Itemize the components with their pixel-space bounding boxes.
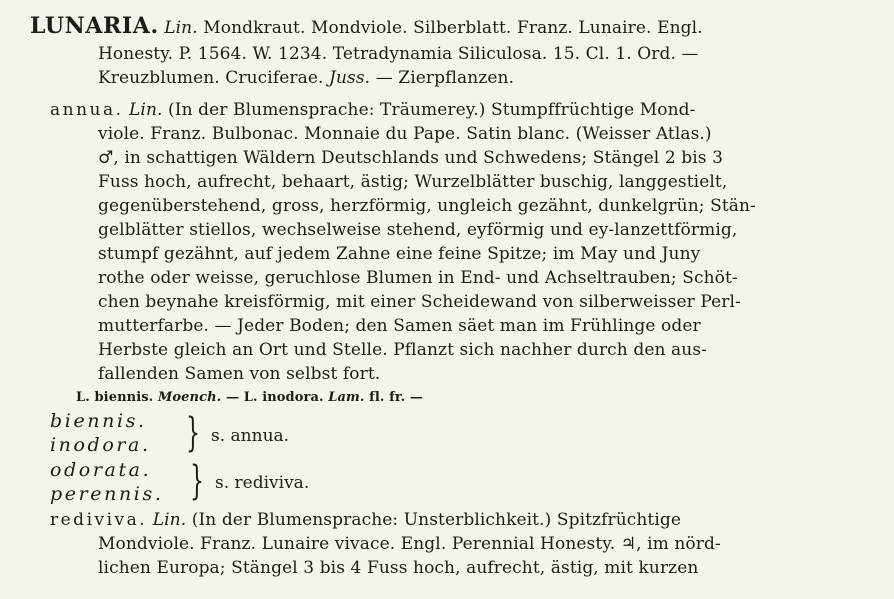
rediviva-author: Lin. xyxy=(152,510,187,530)
annua-text-9: mutterfarbe. — Jeder Boden; den Samen säet man im Frühlinge oder xyxy=(98,316,701,336)
genus-line2: Honesty. P. 1564. W. 1234. Tetradynamia Siliculosa. 15. Cl. 1. Ord. — xyxy=(98,44,699,64)
syn-dash: — xyxy=(225,390,240,405)
annua-text-7: rothe oder weisse, geruchlose Blumen in End- und Achseltrauben; Schöt- xyxy=(98,268,738,288)
genus-author: Lin. xyxy=(164,18,198,38)
syn-a: L. biennis. xyxy=(76,390,154,405)
annua-text-2: ♂, in schattigen Wäldern Deutschlands und Schwedens; Stängel 2 bis 3 xyxy=(98,148,724,168)
annua-text-8: chen beynahe kreisförmig, mit einer Scheidewand von silberweisser Perl- xyxy=(98,292,741,312)
annua-text-1: viole. Franz. Bulbonac. Monnaie du Pape. Satin blanc. (Weisser Atlas.) xyxy=(98,124,712,144)
syn-c: fl. fr. — xyxy=(369,390,423,405)
annua-text-4: gegenüberstehend, gross, herzförmig, ungleich gezähnt, dunkelgrün; Stän- xyxy=(98,196,756,216)
annua-line-1 xyxy=(50,98,695,122)
syn-a-author: Moench. xyxy=(157,390,222,405)
ref-annua: s. annua. xyxy=(211,426,290,446)
annua-synonyms xyxy=(76,386,423,410)
genus-name: LUNARIA. xyxy=(30,13,159,39)
annua-text-6: stumpf gezähnt, auf jedem Zahne eine feine Spitze; im May und Juny xyxy=(98,244,701,264)
brace-icon: } xyxy=(190,458,204,504)
annua-text-11: fallenden Samen von selbst fort. xyxy=(98,364,381,384)
species-name-rediviva: rediviva. xyxy=(50,510,148,530)
genus-line1-rest: Mondkraut. Mondviole. Silberblatt. Franz. Lunaire. Engl. xyxy=(203,18,703,38)
synonym-biennis: biennis. xyxy=(50,410,147,432)
syn-b: L. inodora. xyxy=(243,390,324,405)
rediviva-text-0: (In der Blumensprache: Unsterblichkeit.) Spitzfrüchtige xyxy=(191,510,682,530)
synonym-inodora: inodora. xyxy=(50,434,151,456)
rediviva-line-1 xyxy=(50,508,681,532)
genus-line3 xyxy=(98,66,514,90)
annua-text-3: Fuss hoch, aufrecht, behaart, ästig; Wurzelblätter buschig, langgestielt, xyxy=(98,172,728,192)
brace-icon: } xyxy=(186,410,200,456)
annua-text-5: gelblätter stiellos, wechselweise stehend, eyförmig und ey-lanzettförmig, xyxy=(98,220,738,240)
synonym-odorata: odorata. xyxy=(50,459,152,481)
rediviva-text-2: lichen Europa; Stängel 3 bis 4 Fuss hoch, aufrecht, ästig, mit kurzen xyxy=(98,558,699,578)
ref-rediviva: s. rediviva. xyxy=(215,473,310,493)
annua-author: Lin. xyxy=(129,100,163,120)
rediviva-text-1: Mondviole. Franz. Lunaire vivace. Engl. Perennial Honesty. ♃, im nörd- xyxy=(98,534,721,554)
species-name-annua: annua. xyxy=(50,100,124,120)
syn-b-author: Lam. xyxy=(328,390,365,405)
genus-line3-a: Kreuzblumen. Cruciferae. xyxy=(98,68,324,88)
genus-line3-juss: Juss. xyxy=(329,68,371,88)
genus-line3-b: — Zierpflanzen. xyxy=(375,68,515,88)
synonym-perennis: perennis. xyxy=(50,483,164,505)
annua-text-10: Herbste gleich an Ort und Stelle. Pflanzt sich nachher durch den aus- xyxy=(98,340,708,360)
annua-text-0: (In der Blumensprache: Träumerey.) Stumpffrüchtige Mond- xyxy=(168,100,696,120)
genus-heading xyxy=(30,14,703,40)
